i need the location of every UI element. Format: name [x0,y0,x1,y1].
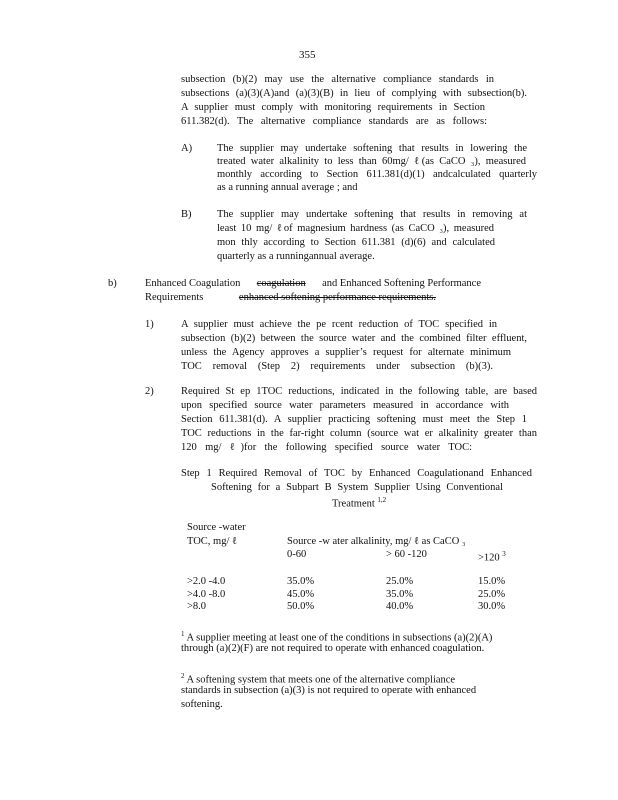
item-line: least 10 mg/ ℓof magnesium hardness (as CaCO ₃), measured [217,223,494,234]
footnote-text: A softening system that meets one of the alternative compliance [186,674,456,686]
item-line: unless the Agency approves a supplier’s request for alternate minimum [181,347,511,358]
item-line: Section 611.381(d). A supplier practicing softening must meet the Step 1 [181,414,527,425]
heading-line-1 [145,277,481,290]
value-cell: 35.0% [386,589,414,600]
intro-line: subsection (b)(2) may use the alternative compliance standards in [181,74,494,85]
column-group-header: Source -w ater alkalinity, mg/ ℓ as CaCO ₃ [287,536,466,547]
footnote-mark: 2 [181,672,185,680]
toc-cell: >8.0 [187,601,207,612]
item-line: The supplier may undertake softening that results in removing at [217,209,527,220]
item-line: upon specified source water parameters measured in accordance with [181,400,509,411]
column-header: > 60 -120 [386,549,427,560]
heading-struck-text: enhanced softening performance requirements. [238,292,436,303]
toc-cell: >2.0 -4.0 [187,576,226,587]
heading-struck-text: coagulation [256,278,306,289]
row-header: TOC, mg/ ℓ [187,536,238,547]
toc-cell: >4.0 -8.0 [187,589,226,600]
heading-text: Enhanced Coagulation [145,278,241,289]
heading-text: and Enhanced Softening Performance [322,278,481,289]
row-header: Source -water [187,522,246,533]
footnote-line: standards in subsection (a)(3) is not required to operate with enhanced [181,685,477,696]
item-line: treated water alkalinity to less than 60mg/ ℓ(as CaCO ₃), measured [217,156,526,167]
heading-line-2 [145,291,436,304]
column-header: 0-60 [287,549,307,560]
caption-footnote-mark: 1,2 [377,496,387,504]
caption-line [332,494,386,511]
item-label: A) [181,143,193,154]
value-cell: 50.0% [287,601,315,612]
item-line: The supplier may undertake softening that results in lowering the [217,143,527,154]
item-line: mon thly according to Section 611.381 (d)(6) and calculated [217,237,495,248]
footnote-mark: 1 [181,630,185,638]
value-cell: 45.0% [287,589,315,600]
item-line: monthly according to Section 611.381(d)(1) andcalculated quarterly [217,169,537,180]
item-line: quarterly as a runningannual average. [217,251,375,262]
item-label: 2) [145,386,154,397]
item-label: B) [181,209,192,220]
caption-text: Treatment [332,498,375,510]
column-header-text: >120 [478,552,500,564]
item-line: TOC reductions in the far-right column (source wat er alkalinity greater than [181,428,537,439]
footnote-line: softening. [181,699,223,710]
footnote-text: A supplier meeting at least one of the conditions in subsections (a)(2)(A) [186,632,493,644]
item-label: 1) [145,319,154,330]
intro-line: A supplier must comply with monitoring requirements in Section [181,102,485,113]
value-cell: 40.0% [386,601,414,612]
value-cell: 25.0% [478,589,506,600]
value-cell: 25.0% [386,576,414,587]
item-line: Required St ep 1TOC reductions, indicated in the following table, are based [181,386,537,397]
item-line: TOC removal (Step 2) requirements under subsection (b)(3). [181,361,493,372]
page-number: 355 [299,49,316,61]
intro-line: 611.382(d). The alternative compliance standards are as follows: [181,116,487,127]
heading-text: Requirements [145,292,204,303]
item-line: as a running annual average ; and [217,182,358,193]
item-line: A supplier must achieve the pe rcent reduction of TOC specified in [181,319,497,330]
item-line: subsection (b)(2) between the source water and the combined filter effluent, [181,333,527,344]
footnote-line: through (a)(2)(F) are not required to operate with enhanced coagulation. [181,643,485,654]
column-header [478,548,506,565]
caption-line: Softening for a Subpart B System Supplier Using Conventional [211,482,503,493]
section-label: b) [108,278,117,289]
value-cell: 30.0% [478,601,506,612]
column-footnote-mark: 3 [502,550,506,558]
value-cell: 35.0% [287,576,315,587]
intro-line: subsections (a)(3)(A)and (a)(3)(B) in lieu of complying with subsection(b). [181,88,527,99]
item-line: 120 mg/ ℓ)for the following specified source water TOC: [181,442,472,453]
caption-line: Step 1 Required Removal of TOC by Enhanced Coagulationand Enhanced [181,468,532,479]
value-cell: 15.0% [478,576,506,587]
